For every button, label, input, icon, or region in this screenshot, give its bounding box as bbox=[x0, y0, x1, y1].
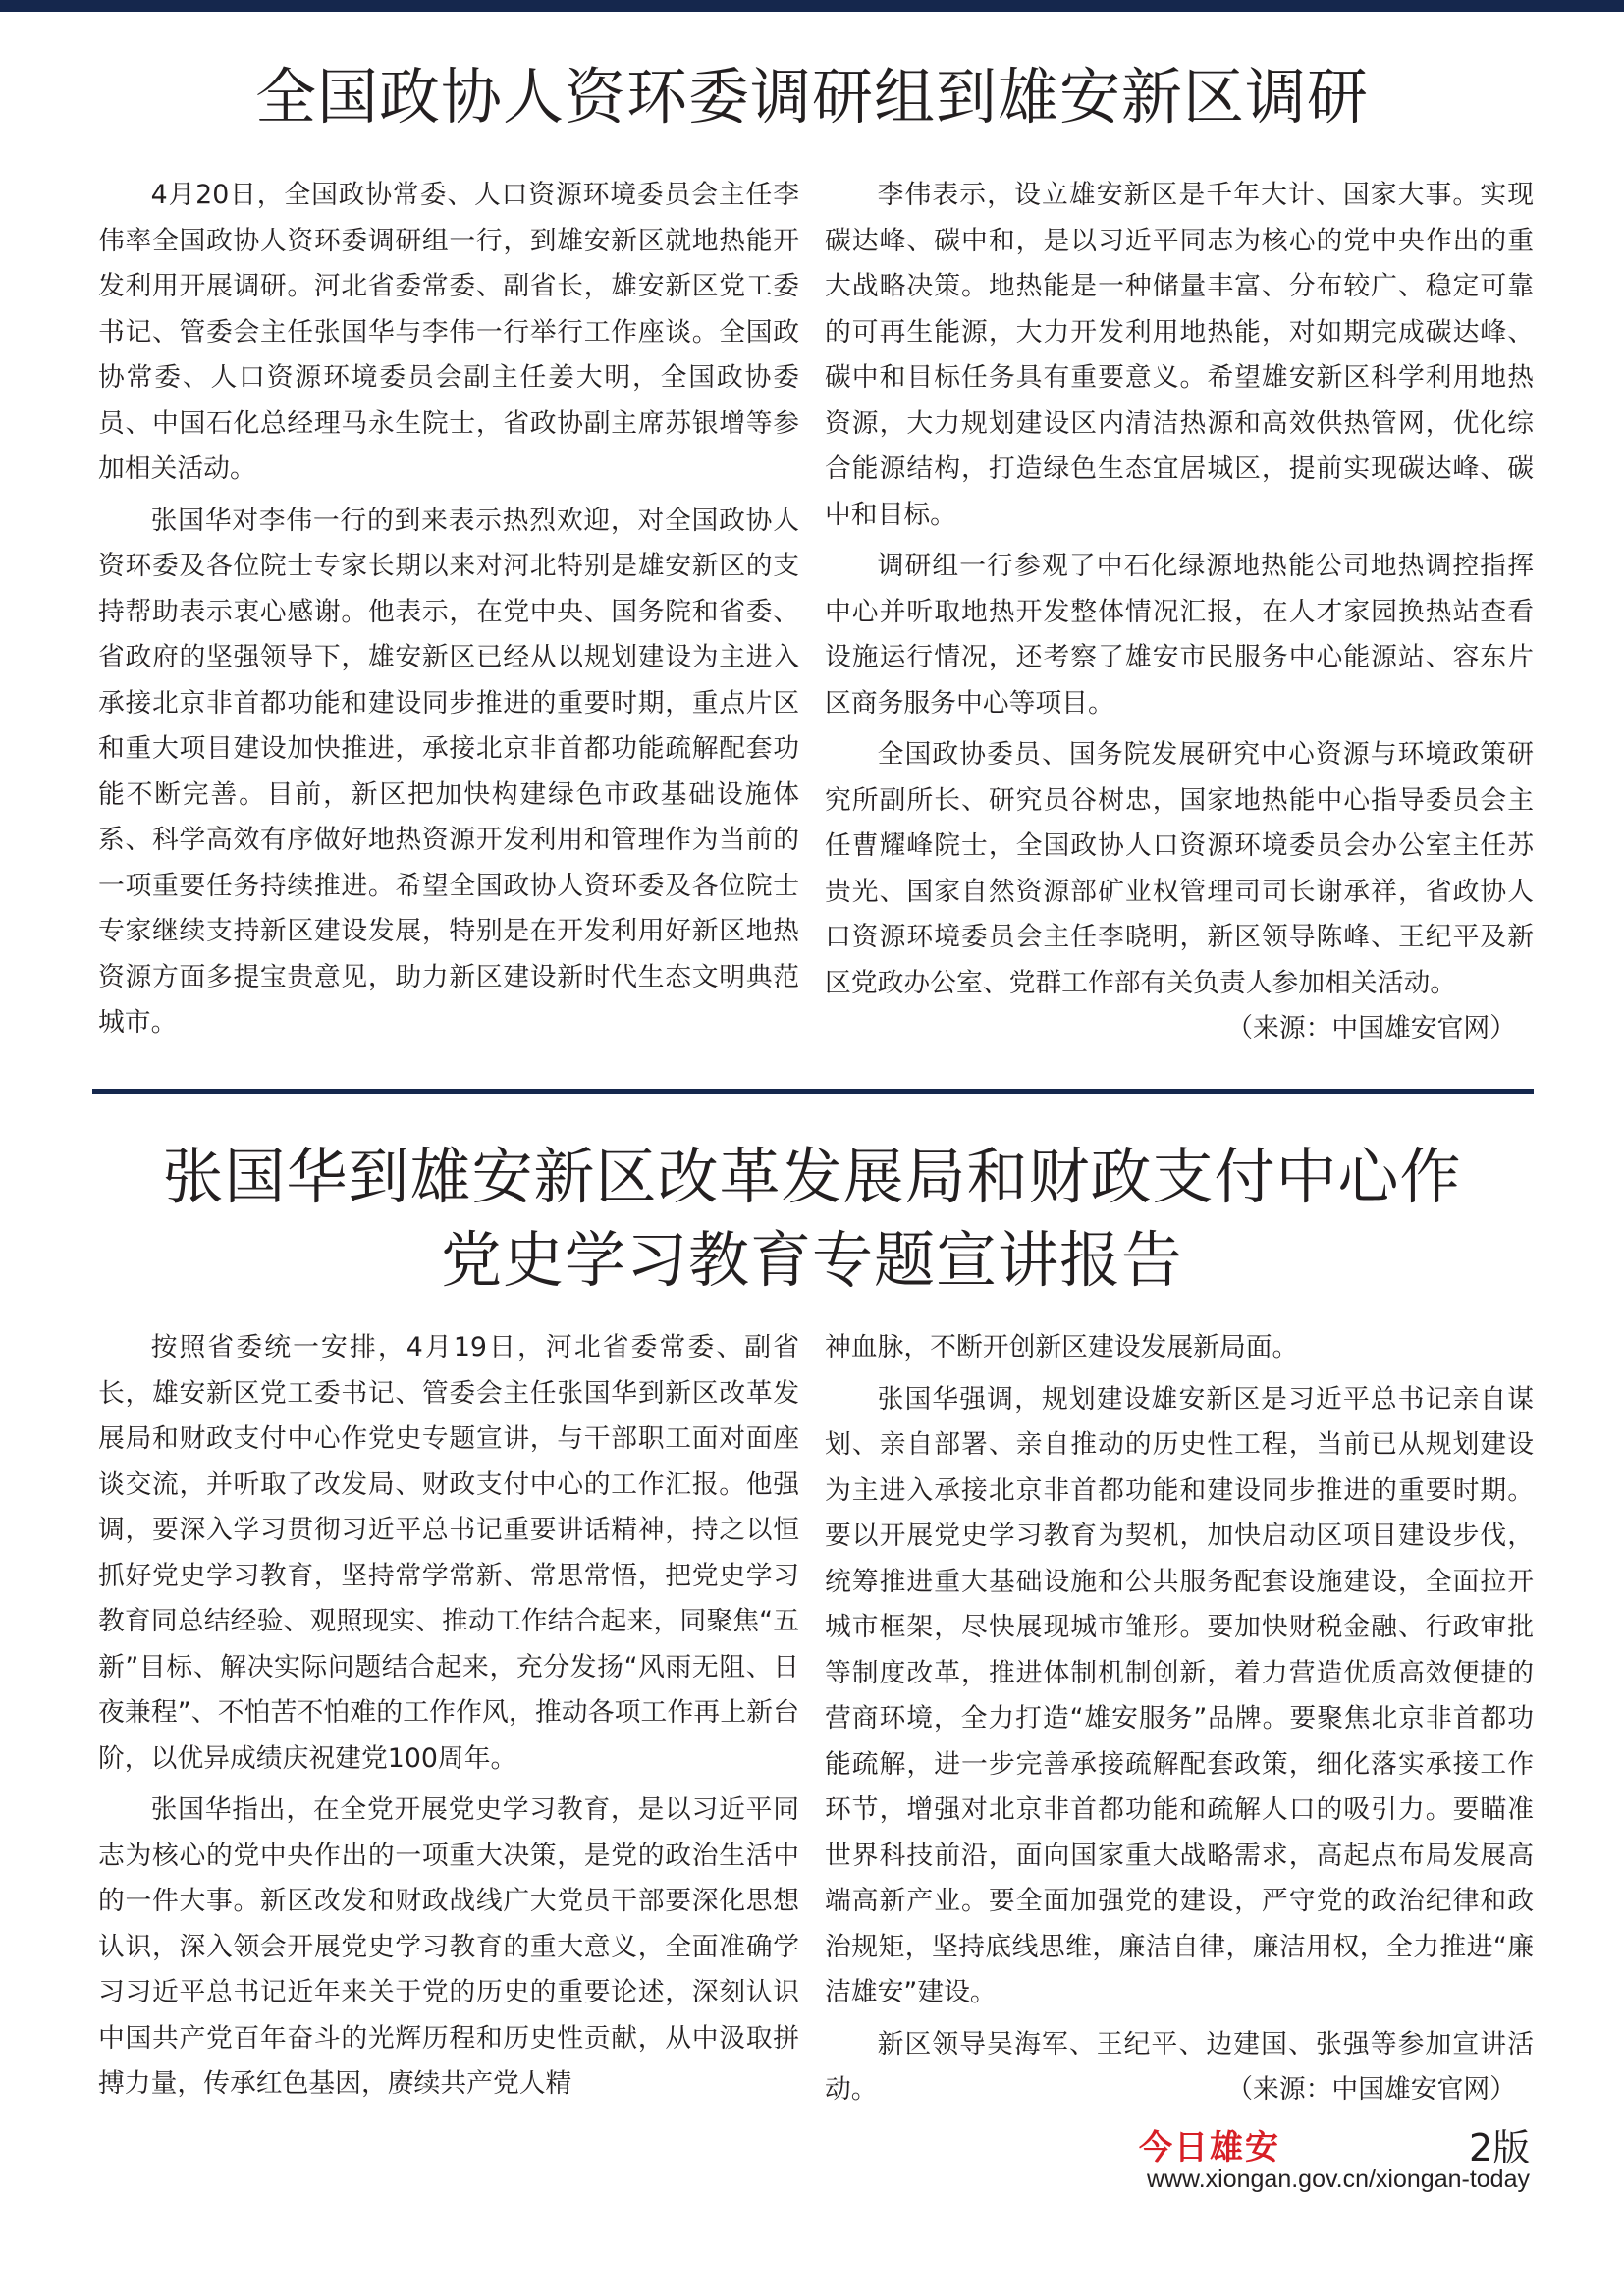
article1-paragraph: 4月20日，全国政协常委、人口资源环境委员会主任李伟率全国政协人资环委调研组一行，到雄安新区就地热能开发利用开展调研。河北省委常委、副省长，雄安新区党工委书记、管委会主任张国华与李伟一行举行工作座谈。全国政协常委、人口资源环境委员会副主任姜大明，全国政协委员、中国石化总经理马永生院士，省政协副主席苏银增等参加相关活动。 bbox=[98, 180, 799, 484]
footer-url[interactable]: www.xiongan.gov.cn/xiongan-today bbox=[1146, 2165, 1530, 2193]
article1-right-column bbox=[825, 173, 1534, 1052]
brand-logo: 今日雄安 bbox=[1139, 2128, 1280, 2167]
article2-source: （来源：中国雄安官网） bbox=[1226, 2074, 1516, 2105]
article2-title-line2: 党史学习教育专题宣讲报告 bbox=[440, 1224, 1183, 1296]
article2-left-column bbox=[98, 1325, 799, 2113]
article1-source: （来源：中国雄安官网） bbox=[1226, 1013, 1516, 1043]
page-number: 2版 bbox=[1469, 2126, 1531, 2169]
article1-title: 全国政协人资环委调研组到雄安新区调研 bbox=[254, 61, 1369, 133]
article1-paragraph: 调研组一行参观了中石化绿源地热能公司地热调控指挥中心并听取地热开发整体情况汇报，在人才家园换热站查看设施运行情况，还考察了雄安市民服务中心能源站、容东片区商务服务中心等项目。 bbox=[825, 551, 1534, 719]
section-divider bbox=[92, 1089, 1534, 1094]
article1-paragraph-text: 全国政协委员、国务院发展研究中心资源与环境政策研究所副所长、研究员谷树忠，国家地热能中心指导委员会主任曹耀峰院士，全国政协人口资源环境委员会办公室主任苏贵光、国家自然资源部矿业权管理司司长谢承祥，省政协人口资源环境委员会主任李晓明，新区领导陈峰、王纪平及新区党政办公室、党群工作部有关负责人参加相关活动。 bbox=[825, 739, 1534, 998]
article2-right-column bbox=[825, 1325, 1534, 2113]
top-bar bbox=[0, 0, 1624, 12]
article2-paragraph: 按照省委统一安排，4月19日，河北省委常委、副省长，雄安新区党工委书记、管委会主任张国华到新区改革发展局和财政支付中心作党史专题宣讲，与干部职工面对面座谈交流，并听取了改发局、财政支付中心的工作汇报。他强调，要深入学习贯彻习近平总书记重要讲话精神，持之以恒抓好党史学习教育，坚持常学常新、常思常悟，把党史学习教育同总结经验、观照现实、推动工作结合起来，同聚焦“五新”目标、解决实际问题结合起来，充分发扬“风雨无阻、日夜兼程”、不怕苦不怕难的工作作风，推动各项工作再上新台阶，以优异成绩庆祝建党100周年。 bbox=[98, 1332, 799, 1774]
article1-paragraph bbox=[825, 732, 1534, 1043]
article1-left-column bbox=[98, 173, 799, 1052]
article1-paragraph: 张国华对李伟一行的到来表示热烈欢迎，对全国政协人资环委及各位院士专家长期以来对河北特别是雄安新区的支持帮助表示衷心感谢。他表示，在党中央、国务院和省委、省政府的坚强领导下，雄安新区已经从以规划建设为主进入承接北京非首都功能和建设同步推进的重要时期，重点片区和重大项目建设加快推进，承接北京非首都功能疏解配套功能不断完善。目前，新区把加快构建绿色市政基础设施体系、科学高效有序做好地热资源开发利用和管理作为当前的一项重要任务持续推进。希望全国政协人资环委及各位院士专家继续支持新区建设发展，特别是在开发利用好新区地热资源方面多提宝贵意见，助力新区建设新时代生态文明典范城市。 bbox=[98, 505, 799, 1038]
article2-paragraph bbox=[825, 2022, 1534, 2113]
article2-paragraph: 张国华强调，规划建设雄安新区是习近平总书记亲自谋划、亲自部署、亲自推动的历史性工程，当前已从规划建设为主进入承接北京非首都功能和建设同步推进的重要时期。要以开展党史学习教育为契机，加快启动区项目建设步伐，统筹推进重大基础设施和公共服务配套设施建设，全面拉开城市框架，尽快展现城市雏形。要加快财税金融、行政审批等制度改革，推进体制机制创新，着力营造优质高效便捷的营商环境，全力打造“雄安服务”品牌。要聚焦北京非首都功能疏解，进一步完善承接疏解配套政策，细化落实承接工作环节，增强对北京非首都功能和疏解人口的吸引力。要瞄准世界科技前沿，面向国家重大战略需求，高起点布局发展高端高新产业。要全面加强党的建设，严守党的政治纪律和政治规矩，坚持底线思维，廉洁自律，廉洁用权，全力推进“廉洁雄安”建设。 bbox=[825, 1383, 1534, 2007]
article2-continuation: 神血脉，不断开创新区建设发展新局面。 bbox=[825, 1332, 1299, 1362]
article2-paragraph: 张国华指出，在全党开展党史学习教育，是以习近平同志为核心的党中央作出的一项重大决策，是党的政治生活中的一件大事。新区改发和财政战线广大党员干部要深化思想认识，深入领会开展党史学习教育的重大意义，全面准确学习习近平总书记近年来关于党的历史的重要论述，深刻认识中国共产党百年奋斗的光辉历程和历史性贡献，从中汲取拼搏力量，传承红色基因，赓续共产党人精 bbox=[98, 1794, 799, 2099]
article2-paragraph-text: 新区领导吴海军、王纪平、边建国、张强等参加宣讲活动。 bbox=[825, 2028, 1534, 2105]
article1-paragraph: 李伟表示，设立雄安新区是千年大计、国家大事。实现碳达峰、碳中和，是以习近平同志为核心的党中央作出的重大战略决策。地热能是一种储量丰富、分布较广、稳定可靠的可再生能源，大力开发利用地热能，对如期完成碳达峰、碳中和目标任务具有重要意义。希望雄安新区科学利用地热资源，大力规划建设区内清洁热源和高效供热管网，优化综合能源结构，打造绿色生态宜居城区，提前实现碳达峰、碳中和目标。 bbox=[825, 180, 1534, 530]
article2-title-line1: 张国华到雄安新区改革发展局和财政支付中心作 bbox=[162, 1141, 1462, 1212]
